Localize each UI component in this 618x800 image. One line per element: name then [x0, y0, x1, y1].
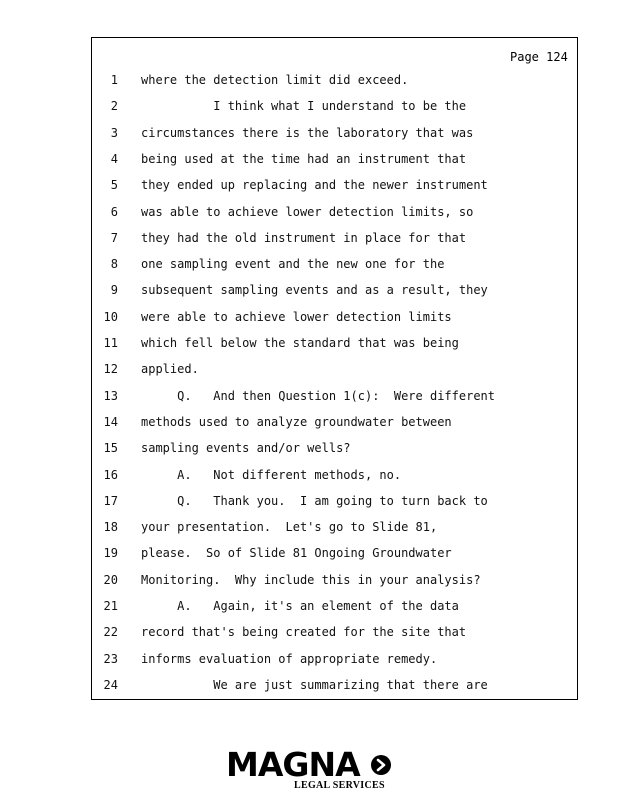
line-text: one sampling event and the new one for the: [141, 257, 445, 272]
line-number: 17: [103, 493, 118, 508]
transcript-line: [0, 310, 580, 330]
line-text: was able to achieve lower detection limits, so: [141, 204, 474, 219]
line-number: 8: [110, 257, 118, 272]
arrow-circle-icon: [370, 754, 392, 776]
line-number: 7: [110, 230, 118, 245]
transcript-line: [0, 468, 580, 488]
magna-logo: [222, 745, 402, 793]
transcript-line: [0, 283, 580, 303]
transcript-line: [0, 389, 580, 409]
line-text: being used at the time had an instrument that: [141, 151, 467, 166]
transcript-line: [0, 415, 580, 435]
line-number: 10: [103, 309, 118, 324]
line-number: 1: [110, 73, 118, 87]
line-number: 16: [103, 467, 118, 482]
line-number: 3: [110, 125, 118, 140]
transcript-line: [0, 205, 580, 225]
transcript-line: [0, 520, 580, 540]
line-text: record that's being created for the site that: [141, 625, 467, 640]
line-number: 24: [103, 677, 118, 692]
line-text: please. So of Slide 81 Ongoing Groundwater: [141, 546, 452, 561]
page-number: Page 124: [510, 50, 568, 64]
transcript-line: [0, 546, 580, 566]
transcript-line: [0, 257, 580, 277]
line-text: Q. And then Question 1(c): Were different: [141, 388, 496, 403]
line-text: A. Again, it's an element of the data: [141, 599, 459, 613]
transcript-line: [0, 362, 580, 382]
transcript-line: [0, 599, 580, 619]
line-text: where the detection limit did exceed.: [141, 73, 409, 87]
transcript-line: [0, 441, 580, 461]
line-number: 20: [103, 572, 118, 587]
line-text: A. Not different methods, no.: [141, 467, 402, 482]
line-number: 18: [103, 520, 118, 535]
transcript-line: [0, 99, 580, 119]
line-number: 23: [103, 651, 118, 666]
logo-subtitle: LEGAL SERVICES: [294, 780, 385, 791]
transcript-line: [0, 573, 580, 593]
transcript-line: [0, 336, 580, 356]
line-text: methods used to analyze groundwater between: [141, 414, 452, 429]
line-text: circumstances there is the laboratory that was: [141, 125, 474, 140]
line-text: which fell below the standard that was being: [141, 336, 459, 350]
transcript-line: [0, 678, 580, 698]
line-number: 19: [103, 546, 118, 561]
line-text: your presentation. Let's go to Slide 81,: [141, 520, 438, 535]
line-number: 6: [110, 204, 118, 219]
line-text: they had the old instrument in place for that: [141, 230, 467, 245]
transcript-line: [0, 231, 580, 251]
line-text: sampling events and/or wells?: [141, 441, 351, 456]
transcript-line: [0, 625, 580, 645]
line-number: 11: [103, 336, 118, 350]
logo-wordmark: MAGNA: [226, 745, 360, 784]
transcript-line: [0, 126, 580, 146]
line-number: 15: [103, 441, 118, 456]
line-text: Q. Thank you. I am going to turn back to: [141, 493, 488, 508]
line-text: informs evaluation of appropriate remedy.: [141, 651, 438, 666]
line-text: I think what I understand to be the: [141, 99, 467, 114]
transcript-line: [0, 178, 580, 198]
line-text: were able to achieve lower detection limits: [141, 309, 452, 324]
line-text: they ended up replacing and the newer instrument: [141, 178, 488, 193]
line-text: subsequent sampling events and as a result, they: [141, 283, 488, 298]
transcript-line: [0, 152, 580, 172]
line-number: 22: [103, 625, 118, 640]
line-number: 2: [110, 99, 118, 114]
line-number: 9: [110, 283, 118, 298]
line-text: Monitoring. Why include this in your analysis?: [141, 572, 481, 587]
line-text: applied.: [141, 362, 199, 377]
line-number: 13: [103, 388, 118, 403]
line-number: 5: [110, 178, 118, 193]
line-number: 14: [103, 414, 118, 429]
line-number: 4: [110, 151, 118, 166]
line-number: 12: [103, 362, 118, 377]
line-number: 21: [103, 599, 118, 613]
transcript-line: [0, 652, 580, 672]
line-text: We are just summarizing that there are: [141, 677, 488, 692]
transcript-line: [0, 494, 580, 514]
transcript-line: [0, 73, 580, 93]
